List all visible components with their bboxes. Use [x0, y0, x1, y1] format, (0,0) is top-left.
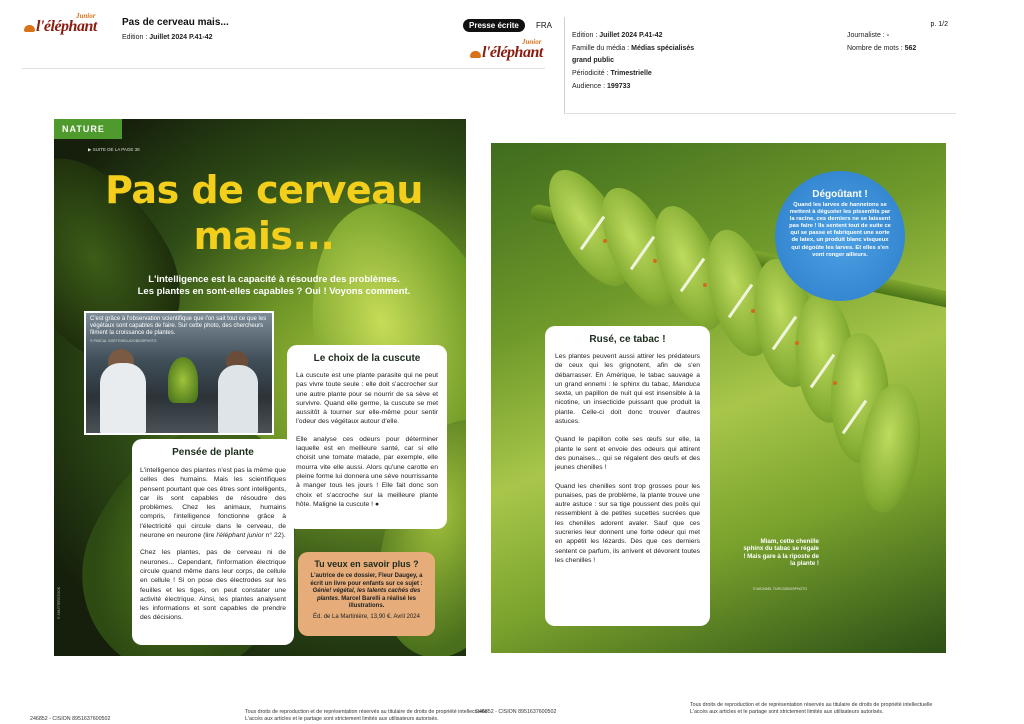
magazine-page-right — [491, 143, 946, 653]
caterpillar-spot — [751, 309, 755, 313]
famille-media: Famille du média : Médias spécialisés — [572, 45, 695, 52]
plant-figure — [168, 357, 198, 403]
main-headline — [74, 167, 454, 259]
pensee-title: Pensée de plante — [172, 447, 254, 458]
caterpillar-spot — [653, 259, 657, 263]
presse-ecrite-badge: Presse écrite — [463, 19, 525, 32]
logo-elephant-icon — [470, 51, 481, 58]
audience: Audience : 199733 — [572, 83, 631, 90]
suite-page-label: ▶ SUITE DE LA PAGE 38 — [88, 147, 140, 152]
publication-logo — [24, 12, 109, 40]
caterpillar-spot — [603, 239, 607, 243]
periodicite: Périodicité : Trimestrielle — [572, 70, 652, 77]
footer-id: 246852 - CISION 8951637600502 — [30, 716, 111, 722]
photo-credit: © PASCAL GOETGHELUCK/BIOSPHOTO — [90, 339, 157, 343]
footer-rights: Tous droits de reproduction et de représentation réservés au titulaire de droits de propriété intellectuelle L'accès aux articles et le partage sont strictement limités aux utilisateurs autorisés. — [245, 709, 488, 722]
magazine-page-left — [54, 119, 466, 656]
language-label: FRA — [536, 21, 552, 30]
headline-line-2: mais... — [193, 214, 335, 258]
header-divider — [22, 68, 545, 69]
cuscute-paragraph: Elle analyse ces odeurs pour déterminer laquelle est en meilleure santé, car si elle choisit une tomate malade, par exemple, elle mourra vite elle aussi. Alors qu'une carotte en pleine forme lui donnera une sève nourrissante à manger tous les jours ! Elle fait donc son choix et s'accroche sur la meilleure plante hôte. Maligne la cuscute ! ● — [296, 435, 438, 508]
photo-credit: © MICHAEL TURCO/BIOSPHOTO — [753, 587, 808, 591]
caterpillar-spot — [795, 341, 799, 345]
pensee-paragraph: L'intelligence des plantes n'est pas la même que celles des humains. Mais les scientifiques pensent pourtant que ces êtres sont intelligents, car ils sont capables de résoudre des problèmes. Chez les animaux, humains compris, l'intelligence fonctionne grâce à l'électricité qui circule dans le cerveau, de neurone en neurone (lire l'éléphant junior n° 22). — [140, 467, 286, 540]
edition-info: Edition : Juillet 2024 P.41-42 — [572, 32, 663, 39]
bubble-title: Dégoûtant ! — [812, 189, 868, 200]
famille-media-cont: grand public — [572, 57, 614, 64]
image-credit: © SHUTTERSTOCK — [57, 586, 61, 619]
pensee-paragraph: Chez les plantes, pas de cerveau ni de neurones... Cependant, l'information électrique circule quand même dans leur corps, de cellule en cellule ! Si on pose des électrodes sur les feuilles et les tiges, on peut constater une activité électrique. Ainsi, les plantes analysent les informations et sont capables de prendre des décisions. — [140, 549, 286, 622]
publication-logo-secondary — [470, 38, 555, 66]
intro-text: L'intelligence est la capacité à résoudre des problèmes. Les plantes en sont-elles capables ? Oui ! Voyons comment. — [137, 274, 411, 297]
logo-junior: Junior — [522, 38, 542, 46]
header-divider-right — [564, 113, 956, 114]
page-number: p. 1/2 — [930, 21, 948, 28]
cuscute-box — [287, 345, 447, 529]
book-edition: Éd. de La Martinière, 13,90 €. Avril 2024 — [313, 613, 420, 620]
footer-id-mid: 246852 - CISION 8951637600502 — [476, 709, 557, 715]
researchers-photo — [84, 311, 274, 435]
header-divider-vertical — [564, 17, 565, 113]
researcher-figure — [100, 363, 146, 435]
cuscute-title: Le choix de la cuscute — [313, 353, 421, 364]
footer-rights-right: Tous droits de reproduction et de représentation réservés au titulaire de droits de propriété intellectuelle L'accès aux articles et le partage sont strictement limités aux utilisateurs autorisés. — [690, 702, 933, 715]
tabac-paragraph: Les plantes peuvent aussi attirer les prédateurs de ceux qui les grignotent, afin de s'en débarrasser. En Amérique, le tabac sauvage a un grand ennemi : le sphinx du tabac, Manduca sexta, un papillon de nuit qui est insensible à la nicotine, un insecticide puissant que produit la plante. Celle-ci doit donc trouver d'autres astuces. — [555, 353, 700, 426]
logo-text: l'éléphant — [36, 18, 97, 35]
edition-left: Edition : Juillet 2024 P.41-42 — [122, 34, 213, 41]
savoir-title: Tu veux en savoir plus ? — [314, 559, 419, 569]
section-tag: NATURE — [54, 119, 122, 139]
tabac-paragraph: Quand les chenilles sont trop grosses pour les punaises, pas de problème, la plante trouve une autre astuce : sur sa tige poussent des poils qui ressemblent à de petites sucettes sucrées que les chenilles adorent avaler. Sauf que ces sucreries leur donnent une forte odeur qui met en appétit les lézards. Dès que ces derniers sentent ce parfum, ils arrivent et dévorent toutes les chenilles ! — [555, 482, 700, 564]
logo-text: l'éléphant — [482, 44, 543, 61]
photo-caption: C'est grâce à l'observation scientifique que l'on sait tout ce que les végétaux sont capables de faire. Sur cette photo, des chercheurs filment la croissance de plantes. — [90, 316, 267, 336]
headline-line-1: Pas de cerveau — [105, 168, 423, 212]
logo-elephant-icon — [24, 25, 35, 32]
caterpillar-spot — [833, 381, 837, 385]
tabac-title: Rusé, ce tabac ! — [589, 334, 666, 345]
researcher-figure — [218, 365, 258, 435]
cuscute-paragraph: La cuscute est une plante parasite qui ne peut pas vivre toute seule : elle doit s'accrocher sur une autre plante pour se nourrir de sa sève et survivre. Quand elle germe, la cuscute se met aussitôt à tourner sur elle-même pour sentir l'odeur des végétaux autour d'elle. — [296, 372, 438, 426]
degoutant-bubble — [775, 171, 905, 301]
bubble-text: Quand les larves de hannetons se mettent à déguster les pissenlits par la racine, ces derniers ne se laissent pas faire ! Ils sentent tout de suite ce qui se passe et fabriquent une sorte de latex, un produit blanc visqueux qui dégoûte les larves. Et elles s'en vont ronger ailleurs. — [789, 202, 891, 258]
caterpillar-spot — [703, 283, 707, 287]
journaliste: Journaliste : - — [847, 32, 890, 39]
pensee-box — [132, 439, 294, 645]
logo-junior: Junior — [76, 12, 96, 20]
article-title: Pas de cerveau mais... — [122, 17, 229, 28]
savoir-plus-box — [298, 552, 435, 636]
nombre-de-mots: Nombre de mots : 562 — [847, 45, 917, 52]
caterpillar-caption: Miam, cette chenille sphinx du tabac se régale ! Mais gare à la riposte de la plante ! — [743, 538, 819, 568]
tabac-box — [545, 326, 710, 626]
tabac-paragraph: Quand le papillon colle ses œufs sur elle, la plante le sent et envoie des odeurs qui attirent des punaises... qui se régalent des œufs et des jeunes chenilles ! — [555, 436, 700, 472]
savoir-text: L'autrice de ce dossier, Fleur Daugey, a écrit un livre pour enfants sur ce sujet : Génie! végétal, les talents cachés des plantes. Marcel Barelli a réalisé les illustrations. — [310, 573, 423, 610]
